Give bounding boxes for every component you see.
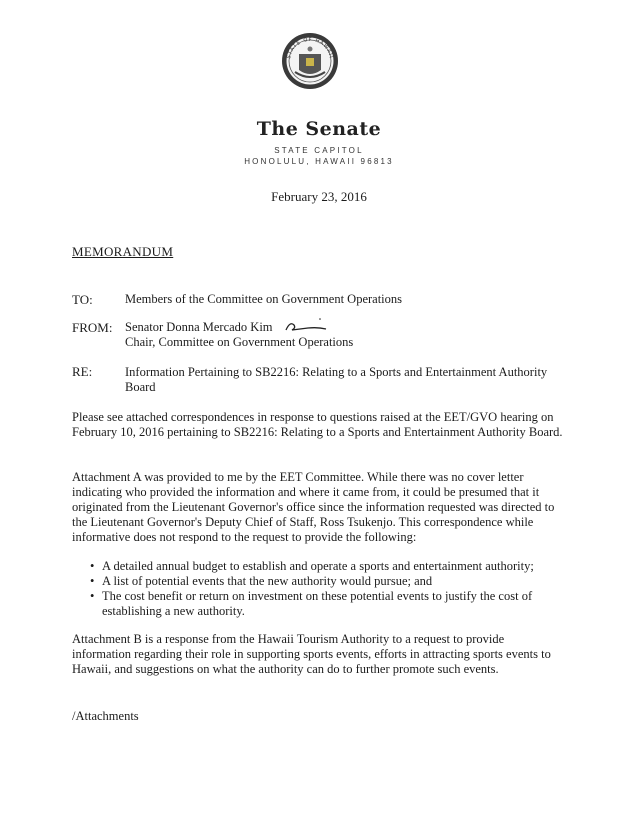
address-line-2: HONOLULU, HAWAII 96813 — [244, 157, 394, 166]
attachments-note: /Attachments — [72, 709, 139, 723]
from-name: Senator Donna Mercado Kim — [125, 320, 273, 334]
senate-title: The Senate — [256, 118, 382, 140]
list-item: • A detailed annual budget to establish and operate a sports and entertainment authority; — [72, 559, 566, 574]
list-item: • The cost benefit or return on investment on these potential events to justify the cost of establishing a new authority. — [72, 589, 566, 619]
memorandum-heading: MEMORANDUM — [72, 244, 174, 259]
list-item: • A list of potential events that the new authority would pursue; and — [72, 574, 566, 589]
body-paragraph-1: Please see attached correspondences in response to questions raised at the EET/GVO hearing on February 10, 2016 pertaining to SB2216: Relating to a Sports and Entertainment Authority Board. — [72, 410, 563, 439]
memo-date: February 23, 2016 — [271, 189, 367, 204]
state-seal-image — [281, 32, 339, 90]
svg-text:STATE OF HAWAII: STATE OF HAWAII — [286, 36, 334, 60]
signature-mark-icon — [284, 317, 328, 335]
from-title: Chair, Committee on Government Operations — [125, 335, 354, 349]
to-label: TO: — [72, 292, 93, 307]
request-list — [72, 559, 566, 619]
to-value: Members of the Committee on Government Operations — [125, 292, 403, 306]
re-label: RE: — [72, 364, 93, 379]
address-line-1: STATE CAPITOL — [274, 146, 364, 155]
body-paragraph-2: Attachment A was provided to me by the EET Committee. While there was no cover letter indicating who provided the information and where it came from, it could be presumed that it originated from the Lieutenant Governor's office since the information requested was directed to the Lieutenant Governor's Deputy Chief of Staff, Ross Tsukenjo. This correspondence while informative does not respond to the request to provide the following: — [72, 470, 555, 544]
body-paragraph-3: Attachment B is a response from the Hawaii Tourism Authority to a request to provide information regarding their role in supporting sports events, efforts in attracting sports events to Hawaii, and suggestions on what the authority can do to further promote such events. — [72, 632, 551, 676]
from-label: FROM: — [72, 320, 113, 335]
re-value: Information Pertaining to SB2216: Relating to a Sports and Entertainment Authority Board — [125, 365, 548, 394]
